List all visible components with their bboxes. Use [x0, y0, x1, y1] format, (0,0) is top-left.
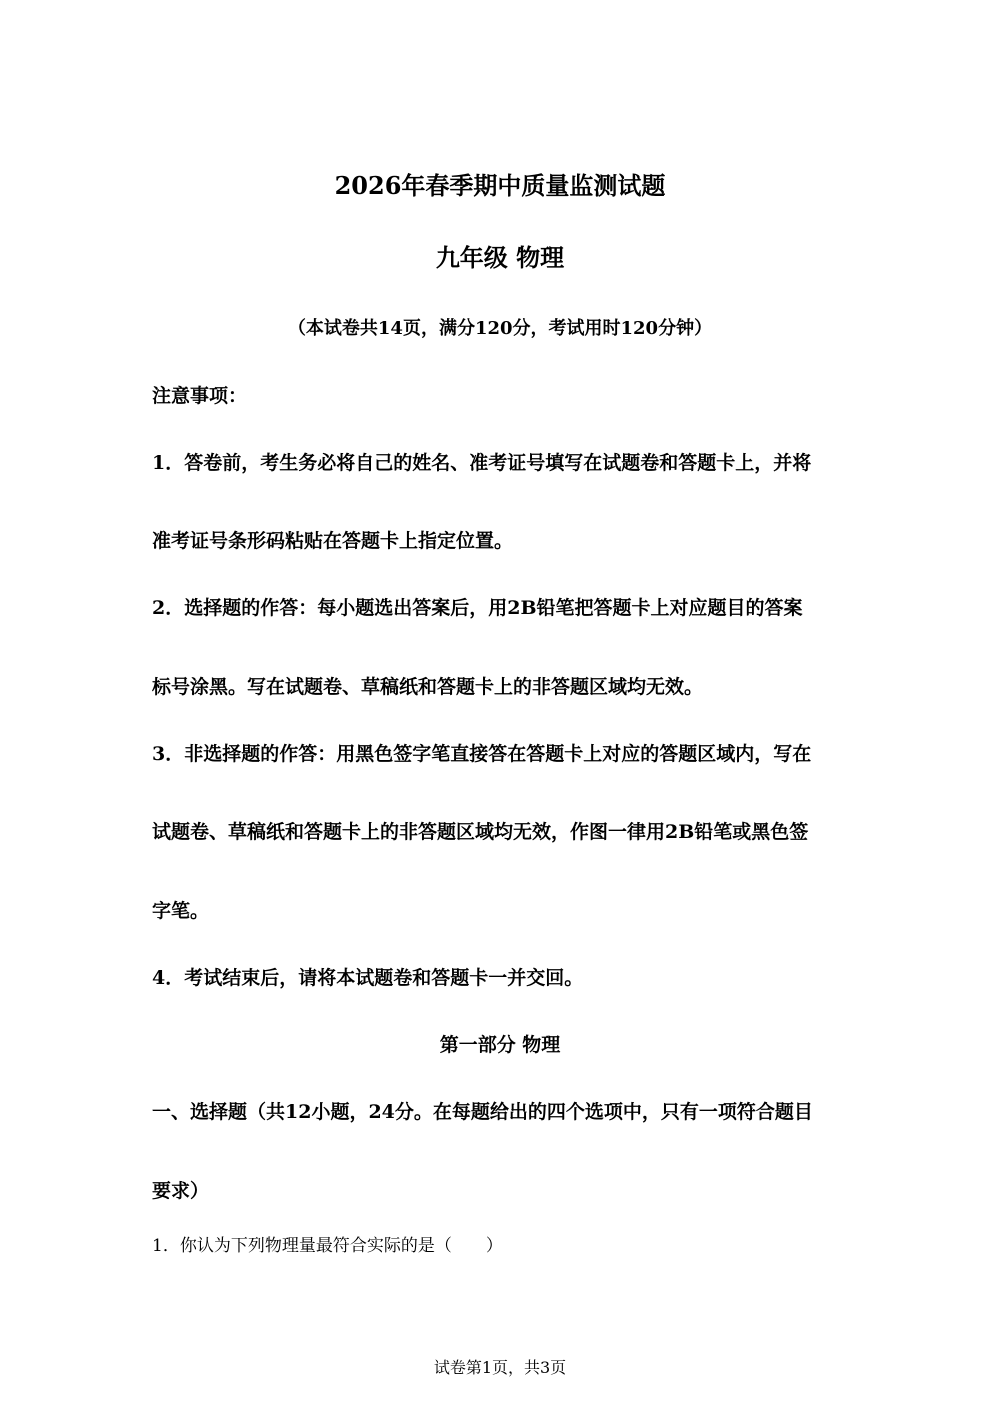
- notice-line: 4．考试结束后，请将本试题卷和答题卡一并交回。: [152, 967, 584, 989]
- notice-line: 准考证号条形码粘贴在答题卡上指定位置。: [152, 530, 514, 552]
- exam-info: （本试卷共14页，满分120分，考试用时120分钟）: [287, 318, 713, 339]
- page-footer: 试卷第1页，共3页: [433, 1358, 567, 1377]
- notice-line: 字笔。: [152, 900, 210, 922]
- section-heading-line: 一、选择题（共12小题，24分。在每题给出的四个选项中，只有一项符合题目: [152, 1101, 813, 1123]
- question-1: 1．你认为下列物理量最符合实际的是（ ）: [152, 1236, 503, 1256]
- notice-line: 标号涂黑。写在试题卷、草稿纸和答题卡上的非答题区域均无效。: [152, 676, 704, 698]
- part-title: 第一部分 物理: [439, 1034, 561, 1056]
- exam-title: 2026年春季期中质量监测试题: [334, 171, 666, 200]
- notice-line: 3．非选择题的作答：用黑色签字笔直接答在答题卡上对应的答题区域内，写在: [152, 743, 812, 765]
- notice-line: 2．选择题的作答：每小题选出答案后，用2B铅笔把答题卡上对应题目的答案: [152, 597, 803, 619]
- notice-line: 1．答卷前，考生务必将自己的姓名、准考证号填写在试题卷和答题卡上，并将: [152, 452, 812, 474]
- section-heading-line: 要求）: [152, 1180, 210, 1202]
- grade-subject: 九年级 物理: [435, 243, 565, 272]
- notice-line: 试题卷、草稿纸和答题卡上的非答题区域均无效，作图一律用2B铅笔或黑色签: [152, 821, 809, 843]
- notice-heading: 注意事项：: [152, 385, 248, 407]
